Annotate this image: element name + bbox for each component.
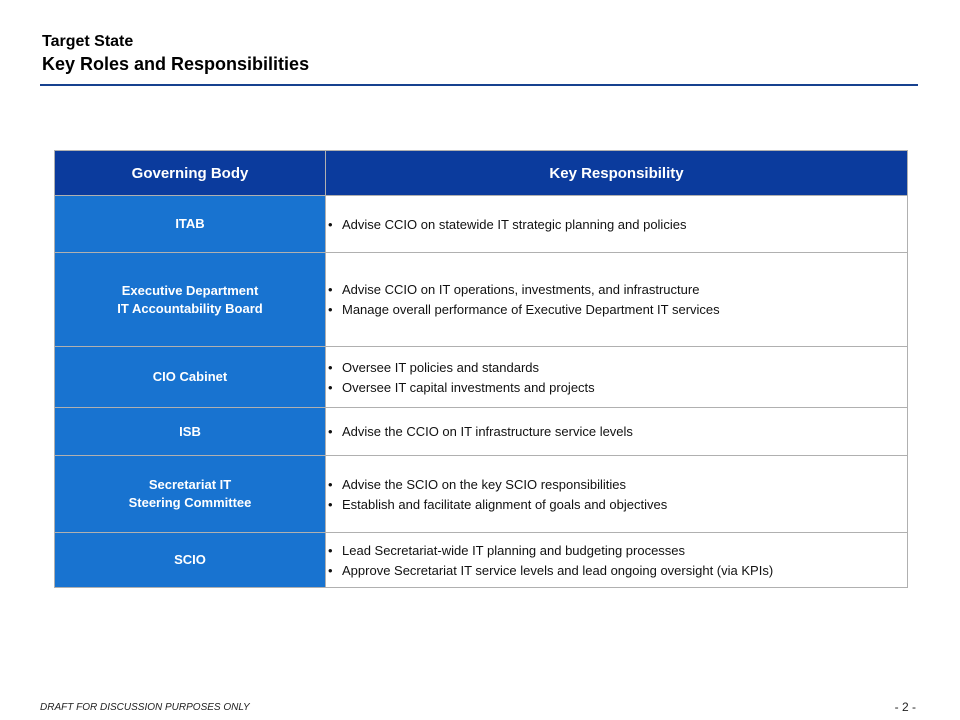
governing-body-line: Secretariat IT <box>148 477 232 492</box>
draft-disclaimer: DRAFT FOR DISCUSSION PURPOSES ONLY <box>40 702 250 713</box>
responsibility-item: • Advise CCIO on statewide IT strategic planning and policies <box>326 216 907 233</box>
governing-body-line: Executive Department <box>121 282 259 298</box>
responsibility-cell <box>326 253 908 347</box>
responsibility-item: • Oversee IT capital investments and projects <box>326 379 907 396</box>
responsibility-cell <box>326 196 908 253</box>
governing-body-cell <box>55 196 326 253</box>
column-header-key-responsibility: Key Responsibility <box>326 151 908 196</box>
responsibility-item: • Manage overall performance of Executive Department IT services <box>326 301 907 318</box>
table-row <box>55 253 908 347</box>
responsibility-item: • Establish and facilitate alignment of goals and objectives <box>326 496 907 513</box>
responsibility-cell <box>326 533 908 588</box>
roles-table <box>54 150 908 588</box>
governing-body-line: IT Accountability Board <box>117 300 263 316</box>
governing-body-line: ITAB <box>175 216 205 231</box>
table-row <box>55 196 908 253</box>
governing-body-line: CIO Cabinet <box>152 369 228 384</box>
column-header-governing-body: Governing Body <box>55 151 326 196</box>
governing-body-line: SCIO <box>174 552 206 567</box>
slide-subtitle: Target State <box>42 33 134 50</box>
responsibility-cell <box>326 408 908 456</box>
table-header-row <box>55 151 908 196</box>
governing-body-cell <box>55 408 326 456</box>
responsibility-item: • Lead Secretariat-wide IT planning and budgeting processes <box>326 542 907 559</box>
responsibility-item: • Approve Secretariat IT service levels and lead ongoing oversight (via KPIs) <box>326 562 907 579</box>
governing-body-cell <box>55 456 326 533</box>
governing-body-cell <box>55 253 326 347</box>
governing-body-cell <box>55 533 326 588</box>
governing-body-cell <box>55 347 326 408</box>
page-number: - 2 - <box>894 700 916 714</box>
governing-body-line: Steering Committee <box>128 495 252 510</box>
table-row <box>55 347 908 408</box>
table-row <box>55 456 908 533</box>
table-row <box>55 533 908 588</box>
responsibility-item: • Advise the SCIO on the key SCIO responsibilities <box>326 476 907 493</box>
responsibility-item: • Oversee IT policies and standards <box>326 359 907 376</box>
slide-header <box>42 32 309 76</box>
table-row <box>55 408 908 456</box>
responsibility-cell <box>326 347 908 408</box>
slide-title: Key Roles and Responsibilities <box>42 54 310 74</box>
responsibility-item: • Advise the CCIO on IT infrastructure service levels <box>326 423 907 440</box>
responsibility-cell <box>326 456 908 533</box>
title-divider <box>40 84 918 86</box>
governing-body-line: ISB <box>179 423 201 439</box>
responsibility-item: • Advise CCIO on IT operations, investments, and infrastructure <box>326 281 907 298</box>
